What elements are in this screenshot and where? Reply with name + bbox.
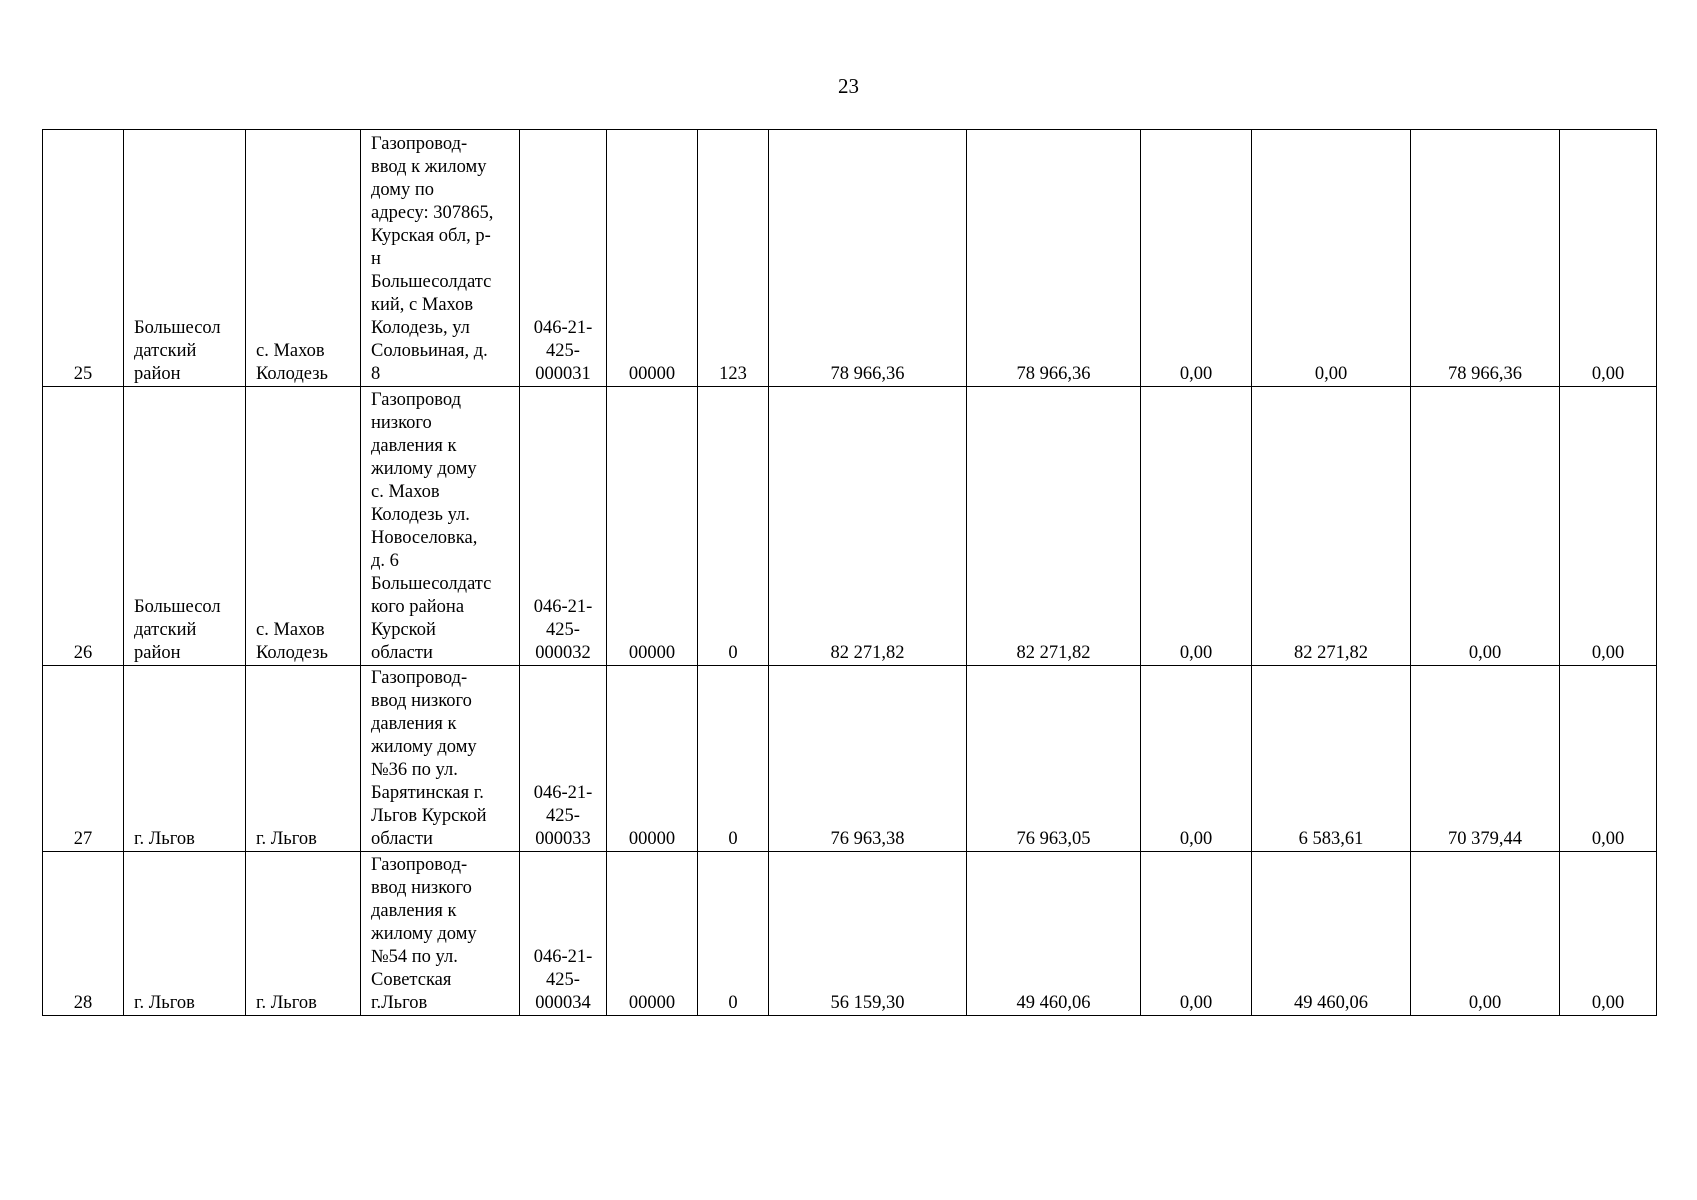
value-cell-2: 78 966,36 <box>967 130 1141 387</box>
object-name-cell: Газопровод- ввод к жилому дому по адресу: 307865, Курская обл, р- н Большесолдатс кий, с Махов Колодезь, ул Соловьиная, д. 8 <box>361 130 520 387</box>
locality-cell: с. Махов Колодезь <box>246 130 361 387</box>
district-cell: Большесол датский район <box>124 387 246 666</box>
row-number-cell: 26 <box>43 387 124 666</box>
value-cell-6: 0,00 <box>1560 387 1657 666</box>
district-cell: г. Льгов <box>124 666 246 852</box>
locality-cell: с. Махов Колодезь <box>246 387 361 666</box>
row-number-cell: 28 <box>43 852 124 1016</box>
value-cell-6: 0,00 <box>1560 666 1657 852</box>
object-code-cell: 046-21- 425- 000034 <box>520 852 607 1016</box>
kind-code-cell: 00000 <box>607 852 698 1016</box>
object-code-cell: 046-21- 425- 000032 <box>520 387 607 666</box>
quantity-cell: 0 <box>698 852 769 1016</box>
object-name-cell: Газопровод- ввод низкого давления к жилому дому №36 по ул. Барятинская г. Льгов Курской области <box>361 666 520 852</box>
value-cell-5: 78 966,36 <box>1411 130 1560 387</box>
value-cell-6: 0,00 <box>1560 852 1657 1016</box>
value-cell-1: 76 963,38 <box>769 666 967 852</box>
value-cell-3: 0,00 <box>1141 852 1252 1016</box>
value-cell-2: 76 963,05 <box>967 666 1141 852</box>
quantity-cell: 0 <box>698 387 769 666</box>
locality-cell: г. Льгов <box>246 666 361 852</box>
value-cell-3: 0,00 <box>1141 387 1252 666</box>
value-cell-2: 49 460,06 <box>967 852 1141 1016</box>
value-cell-3: 0,00 <box>1141 130 1252 387</box>
value-cell-1: 56 159,30 <box>769 852 967 1016</box>
value-cell-4: 0,00 <box>1252 130 1411 387</box>
kind-code-cell: 00000 <box>607 387 698 666</box>
registry-table <box>42 129 1657 1016</box>
value-cell-1: 78 966,36 <box>769 130 967 387</box>
kind-code-cell: 00000 <box>607 130 698 387</box>
table-row <box>43 852 1657 1016</box>
value-cell-4: 6 583,61 <box>1252 666 1411 852</box>
value-cell-4: 82 271,82 <box>1252 387 1411 666</box>
object-name-cell: Газопровод- ввод низкого давления к жилому дому №54 по ул. Советская г.Льгов <box>361 852 520 1016</box>
page-number: 23 <box>838 74 859 98</box>
kind-code-cell: 00000 <box>607 666 698 852</box>
quantity-cell: 123 <box>698 130 769 387</box>
value-cell-1: 82 271,82 <box>769 387 967 666</box>
value-cell-2: 82 271,82 <box>967 387 1141 666</box>
value-cell-4: 49 460,06 <box>1252 852 1411 1016</box>
district-cell: Большесол датский район <box>124 130 246 387</box>
object-name-cell: Газопровод низкого давления к жилому дому с. Махов Колодезь ул. Новоселовка, д. 6 Большесолдатс кого района Курской области <box>361 387 520 666</box>
row-number-cell: 27 <box>43 666 124 852</box>
row-number-cell: 25 <box>43 130 124 387</box>
district-cell: г. Льгов <box>124 852 246 1016</box>
table-row <box>43 666 1657 852</box>
value-cell-5: 70 379,44 <box>1411 666 1560 852</box>
value-cell-5: 0,00 <box>1411 852 1560 1016</box>
table-row <box>43 130 1657 387</box>
object-code-cell: 046-21- 425- 000031 <box>520 130 607 387</box>
locality-cell: г. Льгов <box>246 852 361 1016</box>
table-row <box>43 387 1657 666</box>
value-cell-6: 0,00 <box>1560 130 1657 387</box>
value-cell-5: 0,00 <box>1411 387 1560 666</box>
object-code-cell: 046-21- 425- 000033 <box>520 666 607 852</box>
value-cell-3: 0,00 <box>1141 666 1252 852</box>
quantity-cell: 0 <box>698 666 769 852</box>
